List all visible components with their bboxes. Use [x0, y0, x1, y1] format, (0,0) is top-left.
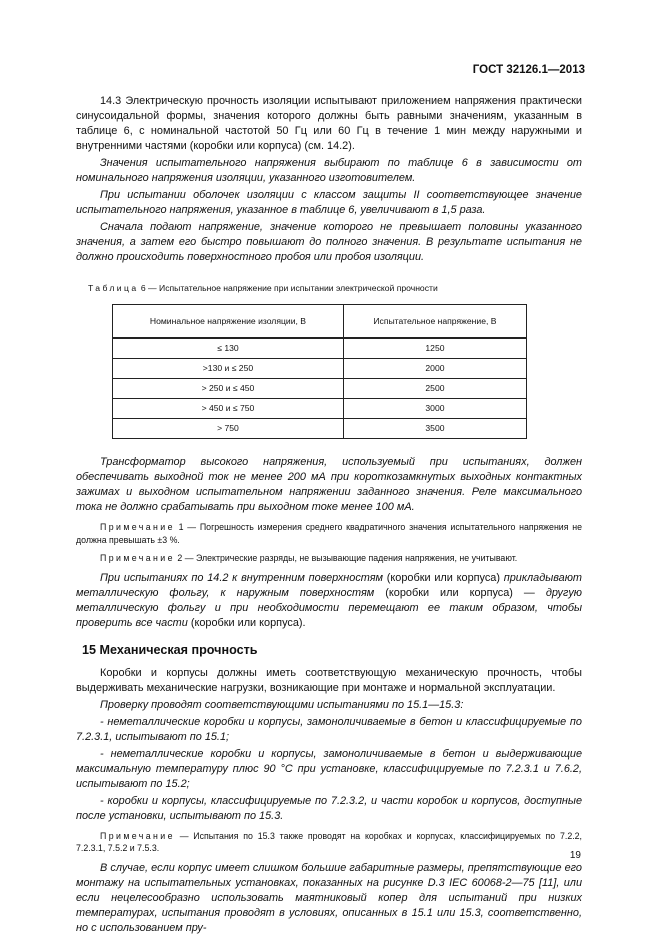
cell-test-voltage: 3500 [343, 419, 526, 439]
cell-test-voltage: 3000 [343, 399, 526, 419]
cell-nominal-voltage: > 250 и ≤ 450 [113, 379, 344, 399]
list-item: - коробки и корпусы, классифицируемые по 7.2.3.2, и части коробок и корпусов, доступные после установки, испытывают по 15.3. [76, 794, 582, 822]
note-label: Примечание [100, 522, 175, 532]
paragraph-large-enclosure: В случае, если корпус имеет слишком большие габаритные размеры, препятствующие его монтажу на испытательных установках, показанных на рисунке D.3 IEC 60068-2—75 [11], или если нецелесообразно использовать маятниковый копер для испытаний при низких температурах, испытания проводят в условиях, описанных в 15.1 или 15.3, соответственно, но с использованием пру- [76, 861, 582, 934]
paragraph-transformer: Трансформатор высокого напряжения, используемый при испытаниях, должен обеспечивать выходной ток не менее 200 мА при короткозамкнутых выходных контактных зажимах и выходном испытательном напряжении заданного значения. Реле максимального тока не должно срабатывать при выходном токе менее 100 мА. [76, 456, 582, 513]
cell-nominal-voltage: > 450 и ≤ 750 [113, 399, 344, 419]
table-caption-text: 6 — Испытательное напряжение при испытании электрической прочности [140, 283, 438, 293]
note-text: — Испытания по 15.3 также проводят на коробках и корпусах, классифицируемых по 7.2.2, 7.2.3.1, 7.5.2 и 7.5.3. [76, 830, 582, 853]
cell-nominal-voltage: >130 и ≤ 250 [113, 359, 344, 379]
document-header: ГОСТ 32126.1—2013 [472, 64, 585, 76]
section-15-heading: 15 Механическая прочность [82, 642, 258, 657]
cell-nominal-voltage: ≤ 130 [113, 338, 344, 359]
paragraph-15-intro: Коробки и корпусы должны иметь соответствующую механическую прочность, чтобы выдерживать механические нагрузки, возникающие при монтаже и нормальной эксплуатации. [76, 666, 582, 694]
table-header-row [113, 305, 527, 339]
cell-test-voltage: 2500 [343, 379, 526, 399]
table-6-caption [88, 281, 582, 296]
paragraph-15-verification: Проверку проводят соответствующими испытаниями по 15.1—15.3: [100, 698, 464, 711]
paragraph-voltage-application: Сначала подают напряжение, значение которого не превышает половины указанного значения, а затем его быстро повышают до полного значения. В результате испытания не должно происходить поверхностного пробоя или пробоя изоляции. [76, 221, 582, 263]
cell-test-voltage: 2000 [343, 359, 526, 379]
column-header-nominal-voltage: Номинальное напряжение изоляции, В [113, 305, 344, 339]
paragraph-test-voltage-selection: Значения испытательного напряжения выбирают по таблице 6 в зависимости от номинального напряжения изоляции, указанного изготовителем. [76, 157, 582, 184]
note-2 [76, 552, 582, 565]
note-label: Примечание [100, 553, 175, 563]
table-row [113, 419, 527, 439]
table-row [113, 399, 527, 419]
note-label: Примечание [100, 830, 175, 841]
column-header-test-voltage: Испытательное напряжение, В [343, 305, 526, 339]
list-item: - неметаллические коробки и корпусы, замоноличиваемые в бетон и классифицируемые по 7.2.3.1, испытывают по 15.1; [76, 715, 582, 743]
table-caption-word: Таблица [88, 283, 139, 293]
note-text: 1 — Погрешность измерения среднего квадратичного значения испытательного напряжения не должна превышать ±3 %. [76, 522, 582, 545]
note-text: 2 — Электрические разряды, не вызывающие падения напряжения, не учитывают. [177, 553, 518, 563]
list-item: - неметаллические коробки и корпусы, замоноличиваемые в бетон и выдерживающие максимальную температуру плюс 90 °C при установке, классифицируемые по 7.2.3.1 и 7.6.2, испытывают по 15.2; [76, 747, 582, 790]
table-6 [112, 304, 527, 439]
cell-nominal-voltage: > 750 [113, 419, 344, 439]
page-content [76, 94, 582, 938]
paragraph-foil-application: При испытаниях по 14.2 к внутренним поверхностям (коробки или корпуса) прикладывают металлическую фольгу, к наружным поверхностям (коробки или корпуса) — другую металлическую фольгу и при необходимости перемещают ее таким образом, чтобы проверить все части (коробки или корпуса). [76, 571, 582, 629]
table-row [113, 379, 527, 399]
table-row [113, 359, 527, 379]
cell-test-voltage: 1250 [343, 338, 526, 359]
note-15 [76, 830, 582, 855]
page-number: 19 [569, 850, 581, 861]
paragraph-class-ii: При испытании оболочек изоляции с классом защиты II соответствующее значение испытательного напряжения, указанное в таблице 6, увеличивают в 1,5 раза. [76, 189, 582, 216]
note-1 [76, 521, 582, 546]
paragraph-14-3: 14.3 Электрическую прочность изоляции испытывают приложением напряжения практически синусоидальной формы, значения которого должны быть равными значениям, указанным в таблице 6, с номинальной частотой 50 Гц или 60 Гц в течение 1 мин между наружными и внутренними частями (коробки или корпуса) (см. 14.2). [76, 95, 582, 152]
table-row [113, 338, 527, 359]
